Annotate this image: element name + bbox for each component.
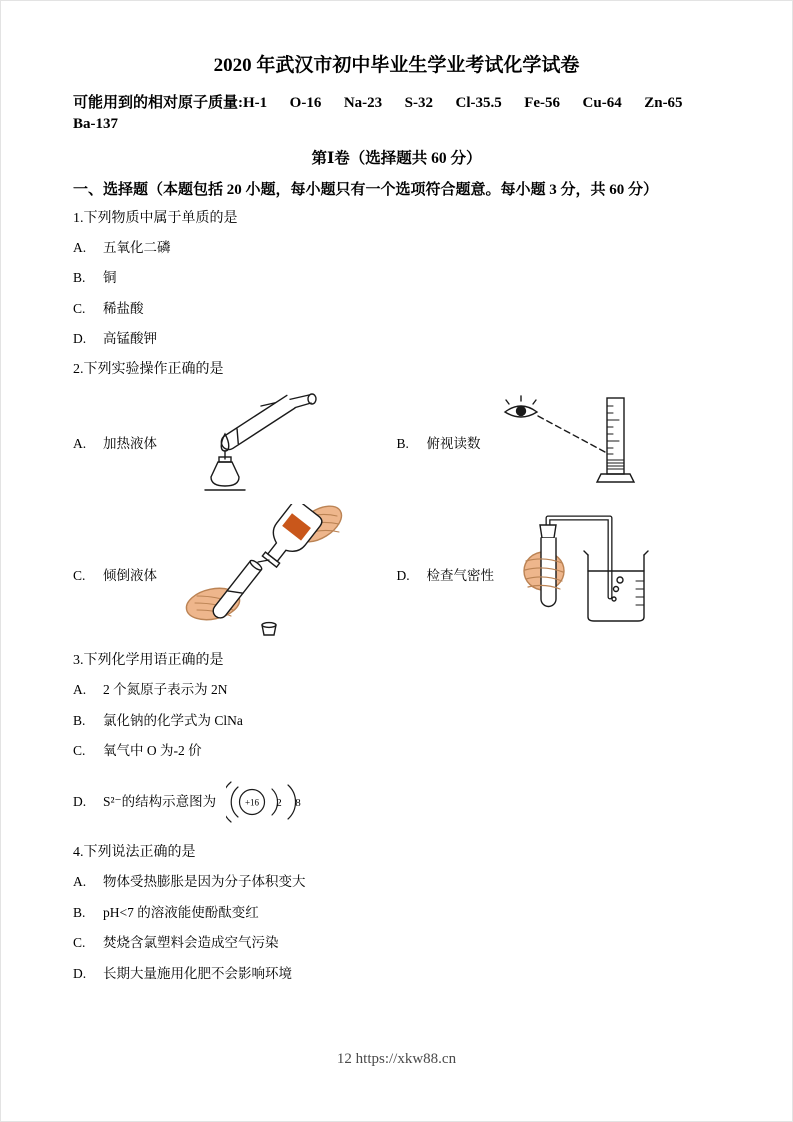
option-label: D. <box>73 331 87 347</box>
option-text: 高锰酸钾 <box>103 331 157 347</box>
page-title: 2020 年武汉市初中毕业生学业考试化学试卷 <box>213 55 580 76</box>
option-text: 稀盐酸 <box>103 300 144 316</box>
eye-icon <box>505 396 537 417</box>
bottle-stopper <box>262 623 276 635</box>
q2-option-c <box>73 504 397 644</box>
option-text: 氧气中 O 为-2 价 <box>103 743 202 759</box>
atomic-masses-line-2: Ba-137 <box>73 116 118 133</box>
pouring-liquid-figure <box>173 504 358 644</box>
option-text: pH<7 的溶液能使酚酞变红 <box>103 904 259 920</box>
q2-option-b-caption <box>397 432 481 452</box>
nucleus-charge-label: +16 <box>245 797 260 808</box>
q1-option-c <box>73 300 720 318</box>
question-4 <box>73 844 720 982</box>
option-label: B. <box>396 436 409 452</box>
section-intro: 一、选择题（本题包括 20 小题，每小题只有一个选项符合题意。每小题 3 分，共 60 分） <box>73 181 659 198</box>
heating-liquid-figure <box>173 390 318 494</box>
option-text: 物体受热膨胀是因为分子体积变大 <box>103 874 306 890</box>
option-text: 长期大量施用化肥不会影响环境 <box>103 965 292 981</box>
sulfide-ion-structure-figure <box>226 773 311 831</box>
q1-option-b <box>73 269 720 287</box>
shell1-electrons-label: 2 <box>276 796 282 809</box>
q2-option-a <box>73 390 397 494</box>
option-text: 俯视读数 <box>426 436 481 452</box>
question-3 <box>73 652 720 831</box>
option-text: 加热液体 <box>103 436 157 452</box>
question-1-stem: 1.下列物质中属于单质的是 <box>73 210 238 226</box>
q1-option-d <box>73 330 720 348</box>
q2-option-b <box>397 390 721 494</box>
question-4-stem: 4.下列说法正确的是 <box>73 844 196 860</box>
checking-airtightness-figure <box>510 513 665 635</box>
q2-option-c-caption <box>73 564 157 584</box>
atomic-masses-line-1: 可能用到的相对原子质量:H-1 O-16 Na-23 S-32 Cl-35.5 Fe-56 Cu-64 Zn-65 <box>73 94 683 111</box>
q4-option-c <box>73 934 720 952</box>
option-text: S²⁻的结构示意图为 <box>103 794 217 810</box>
section-header: 第Ⅰ卷（选择题共 60 分） <box>311 150 482 168</box>
option-label: A. <box>73 239 87 255</box>
option-label: A. <box>73 874 87 890</box>
option-text: 氯化钠的化学式为 ClNa <box>103 712 243 728</box>
option-label: A. <box>73 682 87 698</box>
option-label: D. <box>73 965 87 981</box>
option-label: C. <box>73 568 86 584</box>
watermark-footer: 12 https://xkw88.cn <box>336 1051 457 1067</box>
question-3-stem: 3.下列化学用语正确的是 <box>73 653 224 669</box>
q2-option-d <box>397 504 721 644</box>
option-label: D. <box>396 568 410 584</box>
q4-option-a <box>73 873 720 891</box>
option-label: D. <box>73 794 87 810</box>
option-text: 焚烧含氯塑料会造成空气污染 <box>103 935 279 951</box>
option-text: 铜 <box>103 270 117 286</box>
option-label: A. <box>73 436 87 452</box>
option-label: B. <box>73 712 86 728</box>
option-label: C. <box>73 743 86 759</box>
question-2 <box>73 361 720 644</box>
q1-option-a <box>73 239 720 257</box>
question-2-stem: 2.下列实验操作正确的是 <box>73 361 224 377</box>
q3-option-c <box>73 742 720 760</box>
option-label: C. <box>73 300 86 316</box>
option-text: 检查气密性 <box>426 568 494 584</box>
q3-option-d <box>73 773 720 831</box>
shell2-electrons-label: 8 <box>295 796 301 809</box>
option-text: 五氧化二磷 <box>103 239 171 255</box>
option-label: B. <box>73 904 86 920</box>
q4-option-b <box>73 904 720 922</box>
q2-option-a-caption <box>73 432 157 452</box>
q2-option-d-caption <box>397 564 495 584</box>
q2-figure-grid <box>73 390 720 644</box>
question-1 <box>73 210 720 348</box>
option-label: B. <box>73 270 86 286</box>
q3-option-a <box>73 681 720 699</box>
option-label: C. <box>73 935 86 951</box>
q4-option-d <box>73 965 720 983</box>
reading-looking-down-figure <box>497 392 647 492</box>
option-text: 倾倒液体 <box>103 568 157 584</box>
q3-option-b <box>73 712 720 730</box>
option-text: 2 个氮原子表示为 2N <box>103 682 228 698</box>
